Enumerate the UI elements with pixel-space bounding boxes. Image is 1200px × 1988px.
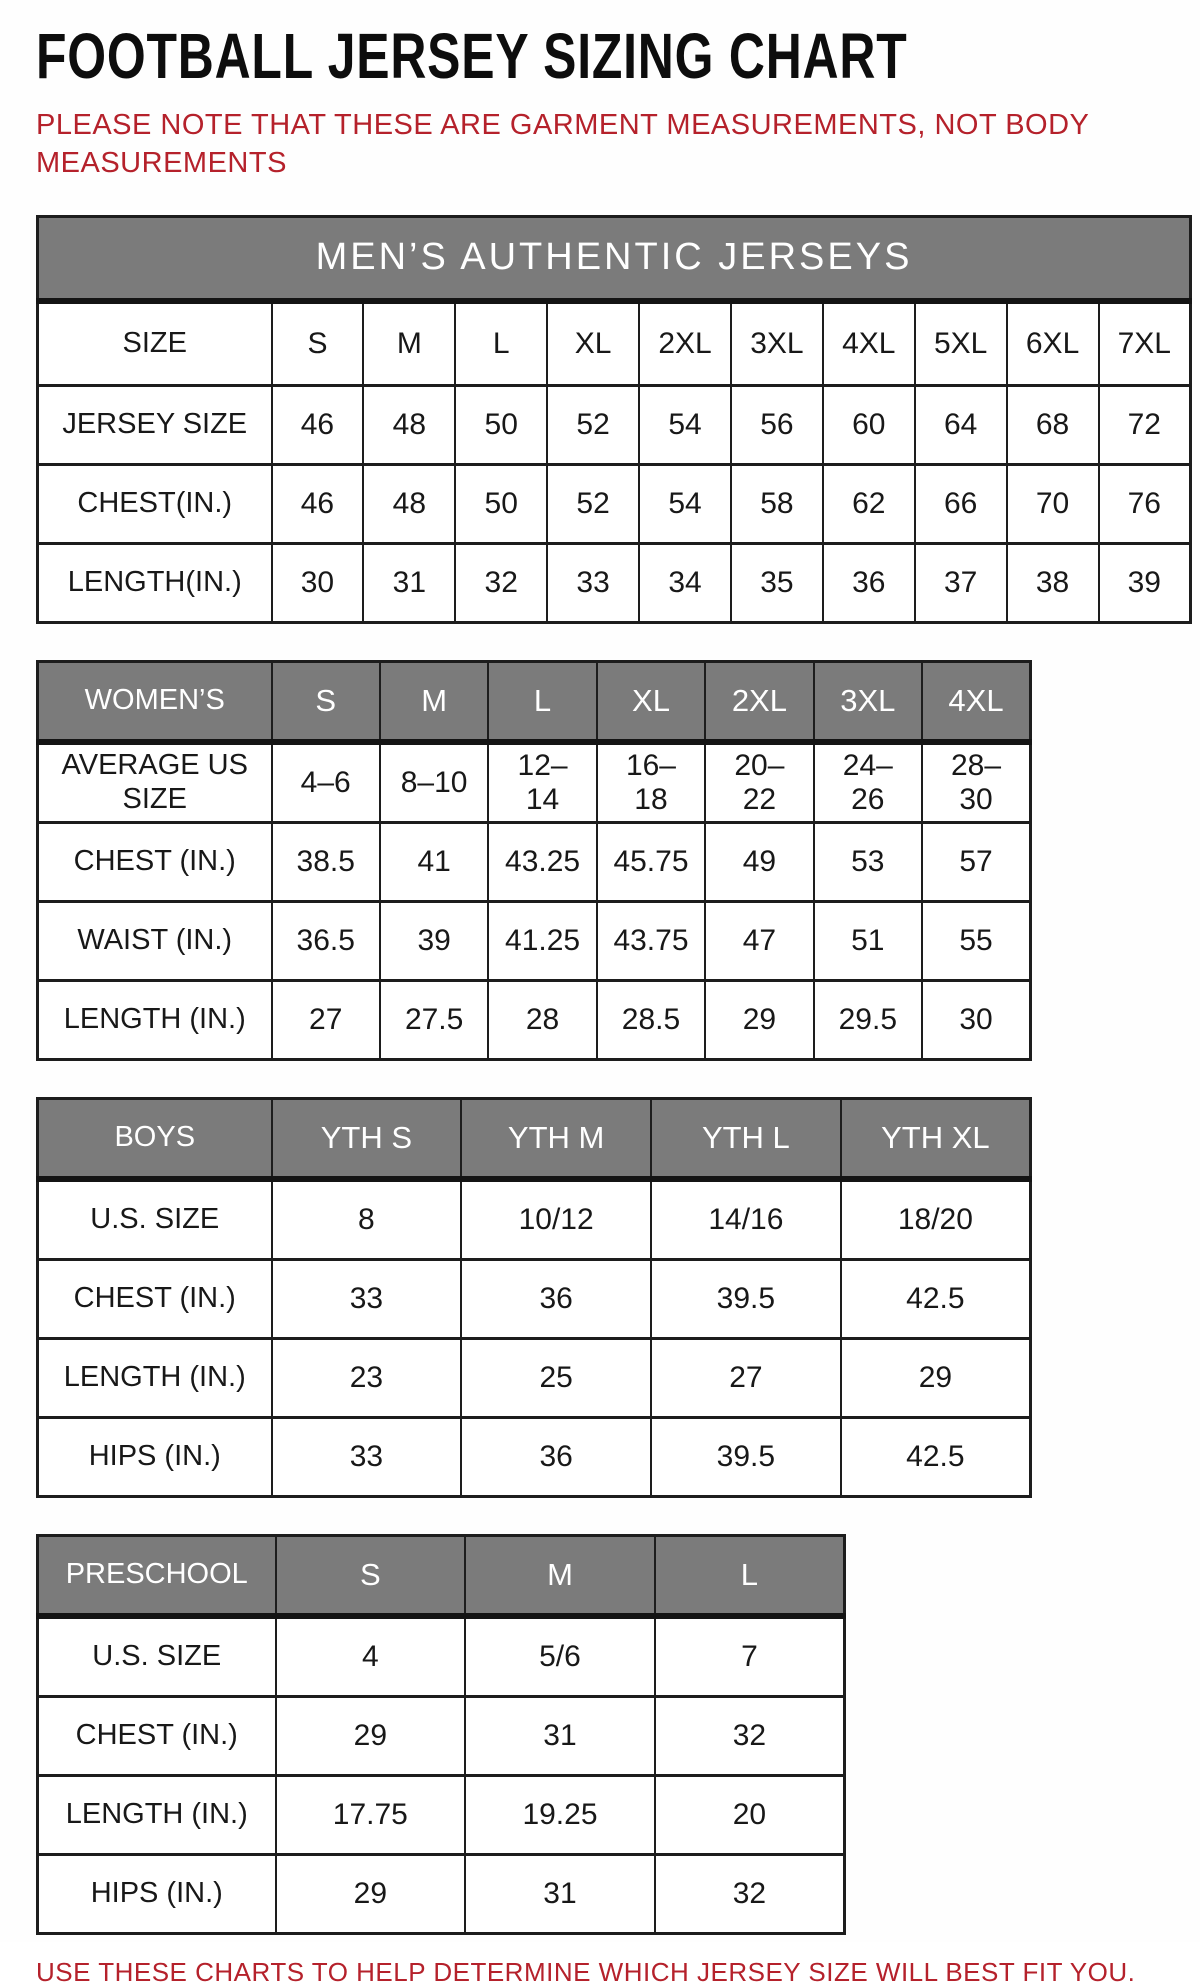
row-label: U.S. SIZE <box>38 1616 276 1697</box>
row-label: AVERAGE US SIZE <box>38 742 272 823</box>
measurement-cell: 76 <box>1099 464 1191 543</box>
measurement-cell: 7 <box>655 1616 845 1697</box>
measurement-cell: 10/12 <box>461 1179 651 1260</box>
mens-size-column-header: 7XL <box>1099 301 1191 386</box>
measurement-cell: 34 <box>639 543 731 622</box>
fit-advice-note: USE THESE CHARTS TO HELP DETERMINE WHICH JERSEY SIZE WILL BEST FIT YOU. <box>36 1956 1136 1987</box>
measurement-cell: 46 <box>272 464 364 543</box>
preschool-measurement-row <box>38 1696 845 1775</box>
measurement-cell: 4 <box>276 1616 466 1697</box>
row-label: LENGTH (IN.) <box>38 1775 276 1854</box>
preschool-measurement-row <box>38 1616 845 1697</box>
womens-measurement-row <box>38 901 1031 980</box>
mens-measurement-row <box>38 464 1191 543</box>
measurement-cell: 36.5 <box>272 901 380 980</box>
measurement-cell: 14/16 <box>651 1179 841 1260</box>
row-label: CHEST (IN.) <box>38 1259 272 1338</box>
row-label: LENGTH (IN.) <box>38 1338 272 1417</box>
womens-measurement-row <box>38 980 1031 1059</box>
preschool-size-column-header: S <box>276 1535 466 1616</box>
measurement-cell: 33 <box>547 543 639 622</box>
measurement-cell: 39 <box>380 901 488 980</box>
measurement-cell: 27 <box>272 980 380 1059</box>
measurement-cell: 42.5 <box>841 1417 1031 1496</box>
measurement-cell: 48 <box>363 385 455 464</box>
measurement-cell: 46 <box>272 385 364 464</box>
mens-banner-row <box>38 216 1191 301</box>
measurement-cell: 68 <box>1007 385 1099 464</box>
boys-measurement-row <box>38 1417 1031 1496</box>
boys-measurement-row <box>38 1179 1031 1260</box>
page-title: FOOTBALL JERSEY SIZING CHART <box>36 20 908 92</box>
measurement-cell: 17.75 <box>276 1775 466 1854</box>
row-label: U.S. SIZE <box>38 1179 272 1260</box>
measurement-cell: 38 <box>1007 543 1099 622</box>
measurement-cell: 20–22 <box>705 742 813 823</box>
measurement-cell: 20 <box>655 1775 845 1854</box>
preschool-size-column-header: L <box>655 1535 845 1616</box>
measurement-cell: 58 <box>731 464 823 543</box>
measurement-cell: 49 <box>705 822 813 901</box>
measurement-cell: 36 <box>461 1259 651 1338</box>
mens-table-banner: MEN’S AUTHENTIC JERSEYS <box>38 216 1191 301</box>
boys-measurement-row <box>38 1338 1031 1417</box>
measurement-cell: 41 <box>380 822 488 901</box>
boys-size-column-header: YTH XL <box>841 1098 1031 1179</box>
womens-size-column-header: S <box>272 661 380 742</box>
womens-header-label: WOMEN’S <box>38 661 272 742</box>
preschool-size-table <box>36 1534 846 1935</box>
measurement-cell: 32 <box>455 543 547 622</box>
measurement-cell: 29 <box>841 1338 1031 1417</box>
measurement-cell: 8–10 <box>380 742 488 823</box>
measurement-cell: 27 <box>651 1338 841 1417</box>
measurement-cell: 29 <box>276 1696 466 1775</box>
mens-size-column-header: 2XL <box>639 301 731 386</box>
measurement-cell: 47 <box>705 901 813 980</box>
measurement-cell: 41.25 <box>488 901 596 980</box>
measurement-cell: 32 <box>655 1696 845 1775</box>
measurement-cell: 28.5 <box>597 980 705 1059</box>
measurement-cell: 27.5 <box>380 980 488 1059</box>
measurement-cell: 42.5 <box>841 1259 1031 1338</box>
measurement-cell: 60 <box>823 385 915 464</box>
row-label: CHEST (IN.) <box>38 1696 276 1775</box>
row-label: CHEST(IN.) <box>38 464 272 543</box>
measurement-cell: 28–30 <box>922 742 1030 823</box>
preschool-measurement-row <box>38 1775 845 1854</box>
mens-size-column-header: 5XL <box>915 301 1007 386</box>
preschool-table-section <box>36 1534 1200 1935</box>
womens-measurement-row <box>38 742 1031 823</box>
mens-size-column-header: L <box>455 301 547 386</box>
measurement-cell: 39 <box>1099 543 1191 622</box>
measurement-cell: 39.5 <box>651 1259 841 1338</box>
measurement-cell: 70 <box>1007 464 1099 543</box>
mens-header-label: SIZE <box>38 301 272 386</box>
measurement-cell: 24–26 <box>814 742 922 823</box>
row-label: LENGTH(IN.) <box>38 543 272 622</box>
measurement-cell: 30 <box>922 980 1030 1059</box>
mens-table-section <box>36 215 1200 624</box>
measurement-cell: 33 <box>272 1259 462 1338</box>
measurement-cell: 29 <box>276 1854 466 1933</box>
row-label: LENGTH (IN.) <box>38 980 272 1059</box>
preschool-measurement-row <box>38 1854 845 1933</box>
measurement-cell: 19.25 <box>465 1775 655 1854</box>
boys-size-column-header: YTH L <box>651 1098 841 1179</box>
womens-size-column-header: XL <box>597 661 705 742</box>
measurement-cell: 52 <box>547 385 639 464</box>
boys-header-label: BOYS <box>38 1098 272 1179</box>
measurement-cell: 52 <box>547 464 639 543</box>
mens-size-column-header: S <box>272 301 364 386</box>
womens-size-column-header: M <box>380 661 488 742</box>
measurement-cell: 50 <box>455 464 547 543</box>
measurement-cell: 31 <box>465 1854 655 1933</box>
measurement-cell: 56 <box>731 385 823 464</box>
measurement-cell: 23 <box>272 1338 462 1417</box>
womens-header-row <box>38 661 1031 742</box>
measurement-cell: 18/20 <box>841 1179 1031 1260</box>
measurement-cell: 72 <box>1099 385 1191 464</box>
mens-measurement-row <box>38 385 1191 464</box>
preschool-size-column-header: M <box>465 1535 655 1616</box>
measurement-cell: 4–6 <box>272 742 380 823</box>
row-label: HIPS (IN.) <box>38 1417 272 1496</box>
measurement-cell: 31 <box>465 1696 655 1775</box>
womens-measurement-row <box>38 822 1031 901</box>
measurement-cell: 28 <box>488 980 596 1059</box>
measurement-cell: 50 <box>455 385 547 464</box>
measurement-cell: 16–18 <box>597 742 705 823</box>
garment-measurement-note: PLEASE NOTE THAT THESE ARE GARMENT MEASUREMENTS, NOT BODY MEASUREMENTS <box>36 109 1089 180</box>
boys-size-column-header: YTH S <box>272 1098 462 1179</box>
boys-table-section <box>36 1097 1200 1498</box>
mens-size-table <box>36 215 1192 624</box>
measurement-cell: 48 <box>363 464 455 543</box>
measurement-cell: 54 <box>639 464 731 543</box>
boys-measurement-row <box>38 1259 1031 1338</box>
womens-size-column-header: 4XL <box>922 661 1030 742</box>
row-label: WAIST (IN.) <box>38 901 272 980</box>
mens-header-row <box>38 301 1191 386</box>
measurement-cell: 37 <box>915 543 1007 622</box>
measurement-cell: 45.75 <box>597 822 705 901</box>
mens-measurement-row <box>38 543 1191 622</box>
measurement-cell: 31 <box>363 543 455 622</box>
measurement-cell: 36 <box>461 1417 651 1496</box>
preschool-header-label: PRESCHOOL <box>38 1535 276 1616</box>
womens-size-column-header: L <box>488 661 596 742</box>
measurement-cell: 66 <box>915 464 1007 543</box>
measurement-cell: 43.25 <box>488 822 596 901</box>
womens-size-column-header: 3XL <box>814 661 922 742</box>
measurement-cell: 8 <box>272 1179 462 1260</box>
measurement-cell: 29.5 <box>814 980 922 1059</box>
womens-size-table <box>36 660 1032 1061</box>
measurement-cell: 38.5 <box>272 822 380 901</box>
boys-size-table <box>36 1097 1032 1498</box>
measurement-cell: 43.75 <box>597 901 705 980</box>
mens-size-column-header: XL <box>547 301 639 386</box>
mens-size-column-header: 6XL <box>1007 301 1099 386</box>
measurement-cell: 35 <box>731 543 823 622</box>
measurement-cell: 33 <box>272 1417 462 1496</box>
measurement-cell: 36 <box>823 543 915 622</box>
row-label: HIPS (IN.) <box>38 1854 276 1933</box>
measurement-cell: 5/6 <box>465 1616 655 1697</box>
boys-header-row <box>38 1098 1031 1179</box>
measurement-cell: 12–14 <box>488 742 596 823</box>
womens-size-column-header: 2XL <box>705 661 813 742</box>
row-label: CHEST (IN.) <box>38 822 272 901</box>
boys-size-column-header: YTH M <box>461 1098 651 1179</box>
measurement-cell: 62 <box>823 464 915 543</box>
preschool-header-row <box>38 1535 845 1616</box>
measurement-cell: 64 <box>915 385 1007 464</box>
measurement-cell: 57 <box>922 822 1030 901</box>
measurement-cell: 39.5 <box>651 1417 841 1496</box>
womens-table-section <box>36 660 1200 1061</box>
row-label: JERSEY SIZE <box>38 385 272 464</box>
measurement-cell: 25 <box>461 1338 651 1417</box>
measurement-cell: 51 <box>814 901 922 980</box>
measurement-cell: 32 <box>655 1854 845 1933</box>
mens-size-column-header: 3XL <box>731 301 823 386</box>
measurement-cell: 30 <box>272 543 364 622</box>
mens-size-column-header: 4XL <box>823 301 915 386</box>
mens-size-column-header: M <box>363 301 455 386</box>
measurement-cell: 29 <box>705 980 813 1059</box>
measurement-cell: 54 <box>639 385 731 464</box>
measurement-cell: 53 <box>814 822 922 901</box>
measurement-cell: 55 <box>922 901 1030 980</box>
